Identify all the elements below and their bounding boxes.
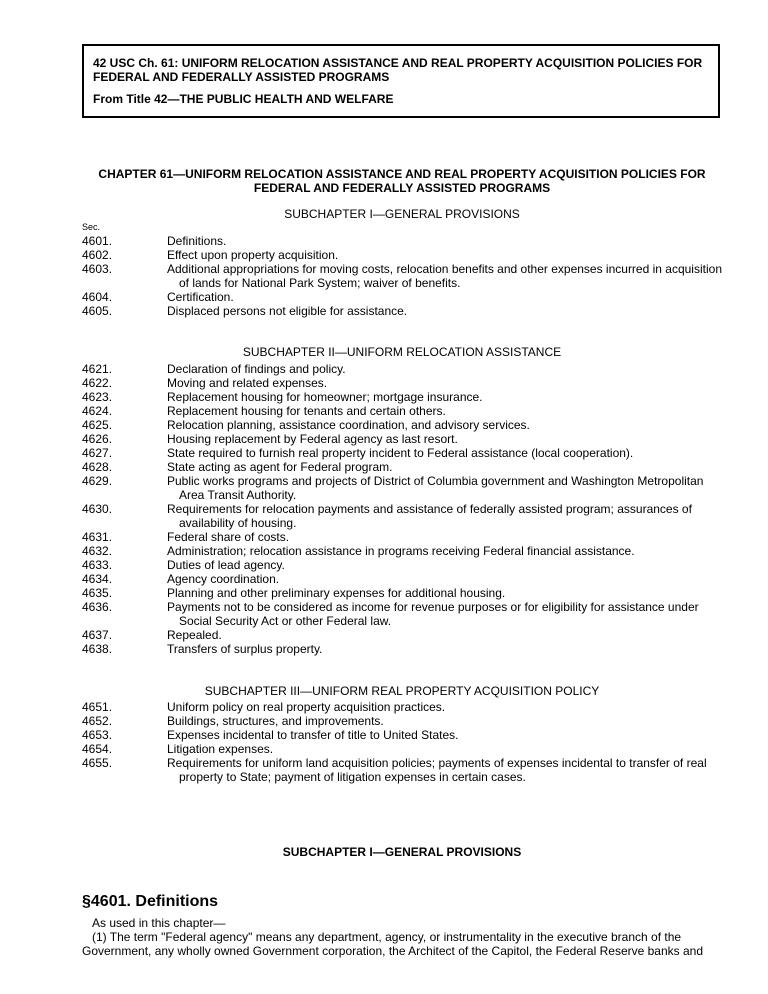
toc-item bbox=[82, 304, 722, 318]
toc-item bbox=[82, 714, 722, 728]
toc-item-title: Administration; relocation assistance in programs receiving Federal financial assistance. bbox=[167, 544, 635, 558]
toc-item bbox=[82, 362, 722, 376]
toc-item-number: 4654. bbox=[82, 742, 113, 756]
toc-item bbox=[82, 558, 722, 572]
section-paragraph: (1) The term "Federal agency" means any department, agency, or instrumentality in the executive branch of the Government, any wholly owned Government corporation, the Architect of the Capitol, the Federal Reserve banks and bbox=[82, 930, 703, 958]
toc-item bbox=[82, 432, 722, 446]
subchapter-heading: SUBCHAPTER I—GENERAL PROVISIONS bbox=[282, 845, 522, 859]
toc-item-title: Uniform policy on real property acquisition practices. bbox=[167, 700, 446, 714]
toc-item-title: Public works programs and projects of District of Columbia government and Washington Metropolitan Area Transit Authority. bbox=[167, 474, 704, 502]
toc-item bbox=[82, 460, 722, 474]
toc-item-number: 4632. bbox=[82, 544, 113, 558]
toc-item-number: 4637. bbox=[82, 628, 113, 642]
toc-list-subchapter-2 bbox=[82, 362, 722, 656]
toc-item-number: 4627. bbox=[82, 446, 113, 460]
toc-item-number: 4638. bbox=[82, 642, 113, 656]
toc-item-title: Federal share of costs. bbox=[167, 530, 290, 544]
toc-item-title: Definitions. bbox=[167, 234, 227, 248]
toc-item-number: 4634. bbox=[82, 572, 113, 586]
toc-item-title: Replacement housing for tenants and certain others. bbox=[167, 404, 446, 418]
toc-item bbox=[82, 390, 722, 404]
toc-subchapter-heading: SUBCHAPTER III—UNIFORM REAL PROPERTY ACQUISITION POLICY bbox=[204, 684, 600, 698]
toc-item-number: 4625. bbox=[82, 418, 113, 432]
toc-item-title: Litigation expenses. bbox=[167, 742, 274, 756]
toc-item-title: Additional appropriations for moving costs, relocation benefits and other expenses incurred in acquisition of lands for National Park System; waiver of benefits. bbox=[167, 262, 722, 290]
toc-list-subchapter-3 bbox=[82, 700, 722, 784]
toc-item-title: Displaced persons not eligible for assistance. bbox=[167, 304, 408, 318]
toc-sec-label: Sec. bbox=[82, 222, 101, 232]
toc-item bbox=[82, 262, 722, 290]
chapter-title: CHAPTER 61—UNIFORM RELOCATION ASSISTANCE AND REAL PROPERTY ACQUISITION POLICIES FOR FEDERAL AND FEDERALLY ASSISTED PROGRAMS bbox=[98, 167, 706, 195]
toc-item-number: 4605. bbox=[82, 304, 113, 318]
toc-item-number: 4628. bbox=[82, 460, 113, 474]
toc-item bbox=[82, 728, 722, 742]
toc-item-title: Duties of lead agency. bbox=[167, 558, 285, 572]
toc-item-title: Effect upon property acquisition. bbox=[167, 248, 339, 262]
toc-item-title: Requirements for relocation payments and assistance of federally assisted program; assurances of availability of housing. bbox=[167, 502, 692, 530]
toc-item-title: Declaration of findings and policy. bbox=[167, 362, 346, 376]
toc-item-title: Expenses incidental to transfer of title to United States. bbox=[167, 728, 459, 742]
toc-item-number: 4655. bbox=[82, 756, 113, 770]
toc-item bbox=[82, 418, 722, 432]
toc-item-title: Requirements for uniform land acquisition policies; payments of expenses incidental to transfer of real property to State; payment of litigation expenses in certain cases. bbox=[167, 756, 707, 784]
section-heading: §4601. Definitions bbox=[82, 893, 219, 910]
toc-item-number: 4629. bbox=[82, 474, 113, 488]
toc-item bbox=[82, 234, 722, 248]
toc-item-number: 4622. bbox=[82, 376, 113, 390]
toc-item bbox=[82, 742, 722, 756]
toc-subchapter-heading: SUBCHAPTER I—GENERAL PROVISIONS bbox=[284, 207, 520, 221]
toc-subchapter-heading: SUBCHAPTER II—UNIFORM RELOCATION ASSISTANCE bbox=[242, 345, 562, 359]
toc-item-number: 4626. bbox=[82, 432, 113, 446]
toc-item-title: Moving and related expenses. bbox=[167, 376, 328, 390]
toc-item-number: 4636. bbox=[82, 600, 113, 614]
toc-item-number: 4624. bbox=[82, 404, 113, 418]
toc-item bbox=[82, 376, 722, 390]
toc-item-title: Certification. bbox=[167, 290, 234, 304]
toc-item-title: State required to furnish real property incident to Federal assistance (local cooperation). bbox=[167, 446, 634, 460]
toc-item bbox=[82, 700, 722, 714]
toc-item-number: 4604. bbox=[82, 290, 113, 304]
toc-item-title: Replacement housing for homeowner; mortgage insurance. bbox=[167, 390, 483, 404]
toc-item-number: 4635. bbox=[82, 586, 113, 600]
toc-item bbox=[82, 572, 722, 586]
toc-item-number: 4630. bbox=[82, 502, 113, 516]
toc-item bbox=[82, 404, 722, 418]
toc-item-number: 4602. bbox=[82, 248, 113, 262]
section-paragraph: As used in this chapter— bbox=[92, 916, 226, 930]
toc-item bbox=[82, 628, 722, 642]
toc-item-number: 4631. bbox=[82, 530, 113, 544]
document-header bbox=[82, 44, 720, 118]
toc-item-title: Transfers of surplus property. bbox=[167, 642, 323, 656]
toc-item-number: 4633. bbox=[82, 558, 113, 572]
toc-item bbox=[82, 446, 722, 460]
toc-item bbox=[82, 248, 722, 262]
header-title: 42 USC Ch. 61: UNIFORM RELOCATION ASSISTANCE AND REAL PROPERTY ACQUISITION POLICIES FOR FEDERAL AND FEDERALLY ASSISTED PROGRAMS bbox=[93, 56, 703, 84]
toc-item bbox=[82, 530, 722, 544]
toc-item-title: Buildings, structures, and improvements. bbox=[167, 714, 384, 728]
toc-item bbox=[82, 290, 722, 304]
toc-item-number: 4651. bbox=[82, 700, 113, 714]
toc-item bbox=[82, 756, 722, 784]
toc-item bbox=[82, 474, 722, 502]
toc-item bbox=[82, 502, 722, 530]
toc-list-subchapter-1 bbox=[82, 234, 722, 318]
toc-item-title: State acting as agent for Federal program. bbox=[167, 460, 393, 474]
toc-item-title: Housing replacement by Federal agency as last resort. bbox=[167, 432, 458, 446]
toc-item-number: 4601. bbox=[82, 234, 113, 248]
toc-item-title: Planning and other preliminary expenses for additional housing. bbox=[167, 586, 506, 600]
toc-item-number: 4653. bbox=[82, 728, 113, 742]
toc-item bbox=[82, 586, 722, 600]
toc-item bbox=[82, 600, 722, 628]
toc-item-number: 4603. bbox=[82, 262, 113, 276]
toc-item-number: 4621. bbox=[82, 362, 113, 376]
toc-item bbox=[82, 544, 722, 558]
header-source: From Title 42—THE PUBLIC HEALTH AND WELFARE bbox=[93, 92, 394, 106]
toc-item-title: Relocation planning, assistance coordination, and advisory services. bbox=[167, 418, 530, 432]
toc-item-title: Repealed. bbox=[167, 628, 222, 642]
toc-item bbox=[82, 642, 722, 656]
toc-item-number: 4652. bbox=[82, 714, 113, 728]
toc-item-number: 4623. bbox=[82, 390, 113, 404]
toc-item-title: Agency coordination. bbox=[167, 572, 280, 586]
toc-item-title: Payments not to be considered as income for revenue purposes or for eligibility for assistance under Social Security Act or other Federal law. bbox=[167, 600, 699, 628]
section-body bbox=[82, 916, 722, 958]
